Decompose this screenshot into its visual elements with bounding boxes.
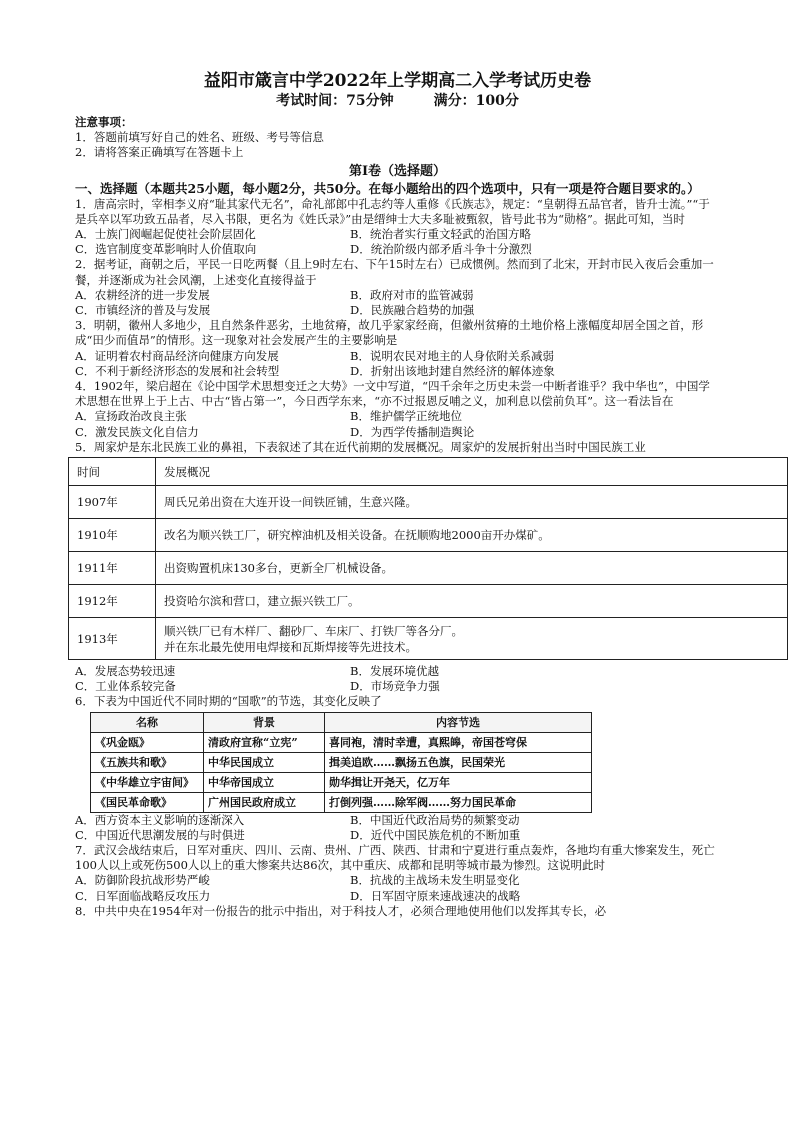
exam-time: 考试时间：75分钟 [276,93,394,109]
option-c[interactable]: C．市镇经济的普及与发展 [75,303,211,318]
option-c[interactable]: C．激发民族文化自信力 [75,424,199,439]
section-title: 第Ⅰ卷（选择题） [348,163,447,179]
option-c[interactable]: C．日军面临战略反攻压力 [75,888,211,903]
table-cell: 打倒列强……除军阀……努力国民革命 [325,792,592,812]
table-cell: 勋华揖让开尧天，亿万年 [325,772,592,792]
table-header: 内容节选 [325,712,592,732]
option-a[interactable]: A．证明着农村商品经济向健康方向发展 [75,348,279,363]
question-5-table [68,457,788,660]
table-cell: 中华民国成立 [204,752,325,772]
table-cell: 喜同袍，清时幸遭，真熙皞，帝国苍穹保 [325,732,592,752]
table-cell: 《五族共和歌》 [91,752,204,772]
option-a[interactable]: A．士族门阀崛起促使社会阶层固化 [75,227,256,242]
table-cell: 周氏兄弟出资在大连开设一间铁匠铺，生意兴隆。 [156,486,788,519]
table-cell: 1907年 [69,486,156,519]
option-d[interactable]: D．折射出该地封建自然经济的解体迹象 [350,363,555,378]
question-3-options [75,349,720,379]
section-instruction: 一、选择题（本题共25小题，每小题2分，共50分。在每小题给出的四个选项中，只有一项是符合题目要求的。） [75,180,700,196]
table-cell: 投资哈尔滨和营口，建立振兴铁工厂。 [156,585,788,618]
question-7-options [75,873,720,903]
option-a[interactable]: A．防御阶段抗战形势严峻 [75,873,210,888]
table-row [91,772,592,792]
option-b[interactable]: B．发展环境优越 [350,664,439,679]
table-cell: 改名为顺兴铁工厂，研究榨油机及相关设备。在抚顺购地2000亩开办煤矿。 [156,519,788,552]
question-1-stem: 1．唐高宗时，宰相李义府“耻其家代无名”，命礼部郎中孔志约等人重修《氏族志》，规定：“皇朝得五品官者，皆升士流。”“于是兵卒以军功致五品者，尽入书限，更名为《姓氏录》”由是缙绅士大夫多耻被甄叙，皆号此书为“勋格”。据此可知，当时 [75,196,710,226]
option-d[interactable]: D．统治阶级内部矛盾斗争十分激烈 [350,242,532,257]
notice-title: 注意事项： [75,115,133,129]
table-cell: 广州国民政府成立 [204,792,325,812]
exam-subtitle [75,92,720,111]
option-a[interactable]: A．西方资本主义影响的逐渐深入 [75,812,245,827]
table-row [69,618,788,660]
table-cell-line: 顺兴铁厂已有木样厂、翻砂厂、车床厂、打铁厂等各分厂。 [164,623,463,638]
option-d[interactable]: D．民族融合趋势的加强 [350,303,475,318]
table-header-row [69,458,788,486]
table-cell-line: 并在东北最先使用电焊接和瓦斯焊接等先进技术。 [164,639,417,654]
question-1-options [75,227,720,257]
question-2-stem: 2．据考证，商朝之后，平民一日吃两餐（且上9时左右、下午15时左右）已成惯例。然而到了北宋，开封市民入夜后会重加一餐，并逐渐成为社会风潮，上述变化直接得益于 [75,257,714,287]
notice-item: 1．答题前填写好自己的姓名、班级、考号等信息 [75,130,324,145]
table-row [91,792,592,812]
table-row [69,486,788,519]
table-row [69,552,788,585]
option-a[interactable]: A．农耕经济的进一步发展 [75,287,210,302]
table-cell: 《中华雄立宇宙间》 [91,772,204,792]
question-8-stem: 8．中共中央在1954年对一份报告的批示中指出，对于科技人才，必须合理地使用他们以发挥其专长，必 [75,903,607,918]
notice-item: 2．请将答案正确填写在答题卡上 [75,145,244,160]
table-header: 时间 [69,458,156,486]
option-c[interactable]: C．中国近代思潮发展的与时俱进 [75,827,245,842]
option-a[interactable]: A．发展态势较迅速 [75,664,176,679]
exam-page [75,70,720,919]
table-header: 发展概况 [156,458,788,486]
option-b[interactable]: B．说明农民对地主的人身依附关系减弱 [350,348,554,363]
table-cell: 1912年 [69,585,156,618]
question-2-options [75,288,720,318]
option-c[interactable]: C．选官制度变革影响时人价值取向 [75,242,257,257]
option-d[interactable]: D．市场竞争力强 [350,679,440,694]
exam-score: 满分：100分 [433,93,519,109]
table-row [91,752,592,772]
table-header: 背景 [204,712,325,732]
question-4-options [75,409,720,439]
question-6-options [75,813,720,843]
table-cell: 1913年 [69,618,156,660]
option-b[interactable]: B．统治者实行重文轻武的治国方略 [350,227,531,242]
table-cell: 中华帝国成立 [204,772,325,792]
table-cell: 《国民革命歌》 [91,792,204,812]
option-d[interactable]: D．为西学传播制造舆论 [350,424,475,439]
question-5-stem: 5．周家炉是东北民族工业的鼻祖，下表叙述了其在近代前期的发展概况。周家炉的发展折射出当时中国民族工业 [75,439,646,454]
question-4-stem: 4．1902年，梁启超在《论中国学术思想变迁之大势》一文中写道，“四千余年之历史未尝一中断者谁乎？我中华也”，中国学术思想在世界上于上古、中古“皆占第一”，今日西学东来，“亦不过报恩反哺之义，加利息以偿前负耳”。这一看法旨在 [75,379,710,409]
question-3-stem: 3．明朝，徽州人多地少，且自然条件恶劣，土地贫瘠，故几乎家家经商，但徽州贫瘠的土地价格上涨幅度却居全国之首，形成“田少而值昂”的情形。这一现象对社会发展产生的主要影响是 [75,318,704,348]
table-header: 名称 [91,712,204,732]
option-b[interactable]: B．中国近代政治局势的频繁变动 [350,812,520,827]
table-cell: 揖美追欧……飘扬五色旗，民国荣光 [325,752,592,772]
table-row [69,519,788,552]
table-cell: 清政府宣称“立宪” [204,732,325,752]
question-6-stem: 6．下表为中国近代不同时期的“国歌”的节选，其变化反映了 [75,694,382,709]
question-7-stem: 7．武汉会战结束后，日军对重庆、四川、云南、贵州、广西、陕西、甘肃和宁夏进行重点轰炸，各地均有重大惨案发生，死亡100人以上或死伤500人以上的重大惨案共达86次，其中重庆、成都和昆明等城市最为惨烈。这说明此时 [75,843,715,873]
option-a[interactable]: A．宣扬政治改良主张 [75,409,187,424]
option-c[interactable]: C．不利于新经济形态的发展和社会转型 [75,363,280,378]
option-c[interactable]: C．工业体系较完备 [75,679,176,694]
table-cell [156,618,788,660]
table-cell: 1910年 [69,519,156,552]
question-6-table [90,712,592,813]
option-d[interactable]: D．日军固守原来速战速决的战略 [350,888,521,903]
table-cell: 《巩金瓯》 [91,732,204,752]
table-cell: 出资购置机床130多台，更新全厂机械设备。 [156,552,788,585]
question-5-options [75,664,720,694]
option-b[interactable]: B．政府对市的监管减弱 [350,287,474,302]
table-header-row [91,712,592,732]
exam-title: 益阳市箴言中学2022年上学期高二入学考试历史卷 [203,71,592,91]
option-b[interactable]: B．维护儒学正统地位 [350,409,462,424]
option-d[interactable]: D．近代中国民族危机的不断加重 [350,827,521,842]
option-b[interactable]: B．抗战的主战场未发生明显变化 [350,873,520,888]
table-row [69,585,788,618]
table-row [91,732,592,752]
table-cell: 1911年 [69,552,156,585]
